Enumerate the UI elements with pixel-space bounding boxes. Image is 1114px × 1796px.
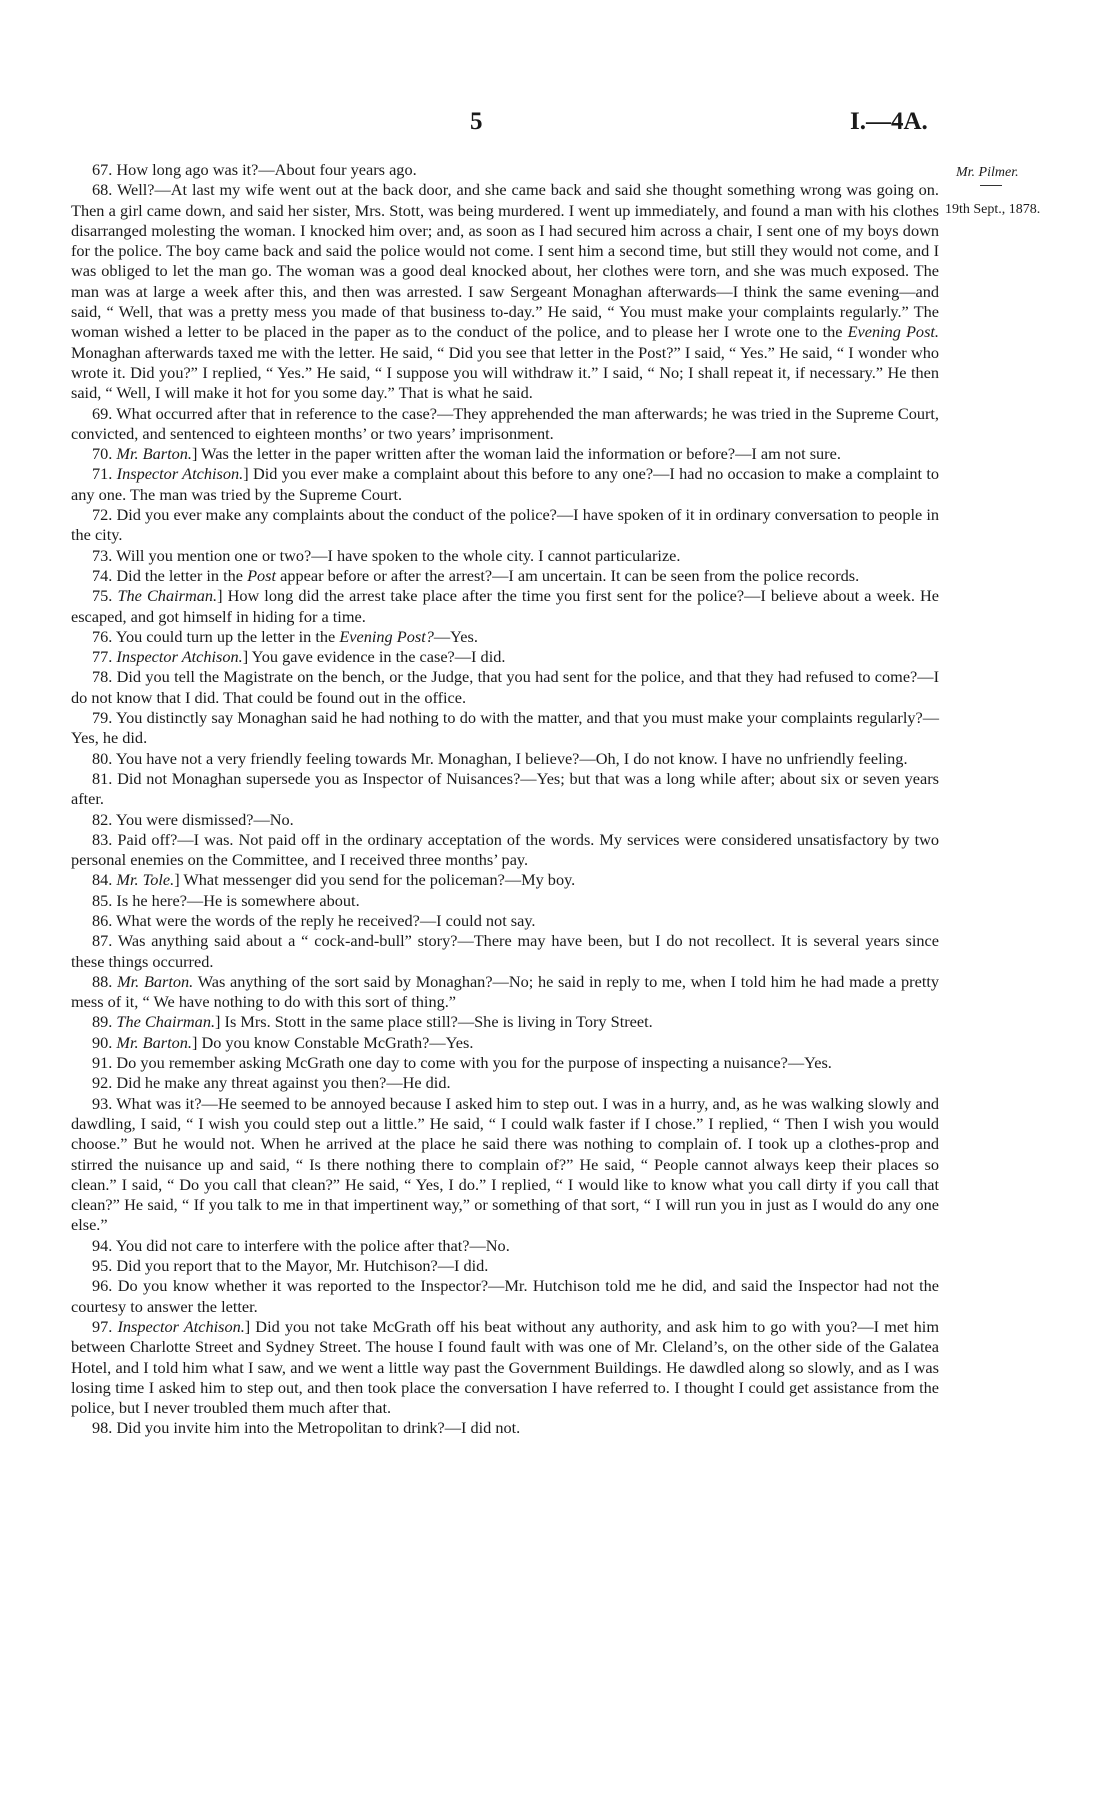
paragraph-text: 88. [92, 971, 118, 991]
paragraph-text-continued: appear before or after the arrest?—I am uncertain. It can be seen from the police records. [276, 565, 860, 585]
paragraph-text-continued: ] Did you ever make a complaint about this before to any one?—I had no occasion to make a complaint to any one. The man was tried by the Supreme Court. [71, 464, 939, 504]
margin-divider [980, 185, 1002, 186]
paragraph-text: 91. Do you remember asking McGrath one day to come with you for the purpose of inspecting a nuisance?—Yes. [92, 1053, 832, 1073]
testimony-paragraph [71, 830, 939, 871]
paragraph-text: 97. [92, 1316, 118, 1336]
paragraph-text: 72. Did you ever make any complaints about the conduct of the police?—I have spoken of it in ordinary conversation to people in the city. [71, 505, 939, 545]
testimony-paragraph [71, 1276, 939, 1317]
testimony-paragraph [71, 566, 939, 586]
testimony-paragraph [71, 1236, 939, 1256]
margin-witness-name: Mr. Pilmer. [956, 165, 1019, 180]
testimony-paragraph [71, 769, 939, 810]
testimony-paragraph [71, 444, 939, 464]
paragraph-text: 87. Was anything said about a “ cock-and-bull” story?—There may have been, but I do not recollect. It is several years since these things occurred. [71, 931, 939, 971]
paragraph-text: 70. [92, 444, 117, 464]
paragraph-text: 98. Did you invite him into the Metropolitan to drink?—I did not. [92, 1418, 521, 1438]
italic-name: Mr. Tole. [116, 870, 175, 890]
testimony-paragraph [71, 647, 939, 667]
series-reference: I.—4A. [850, 108, 928, 135]
paragraph-text: 75. [92, 586, 118, 606]
testimony-paragraph [71, 586, 939, 627]
paragraph-text: 94. You did not care to interfere with the police after that?—No. [92, 1235, 510, 1255]
paragraph-text: 93. What was it?—He seemed to be annoyed because I asked him to step out. I was in a hurry, and, as he was walking slowly and dawdling, I said, “ I wish you could step out a little.” He said, “ I could walk faster if I chose.” I replied, “ Then I wish you would choose.” But he would not. When he arrived at the place he said there was nothing to complain of. I took up a clothes-prop and stirred the nuisance up and said, “ Is there nothing there to complain of?” He said, “ People cannot always keep their places so clean.” I said, “ Do you call that clean?” He said, “ Yes, I do.” I replied, “ I would like to know what you call dirty if you call that clean?” He said, “ If you talk to me in that impertinent way,” or something of that sort, “ I will run you in just as I would do any one else.” [71, 1093, 939, 1235]
paragraph-text: 80. You have not a very friendly feeling towards Mr. Monaghan, I believe?—Oh, I do not know. I have no unfriendly feeling. [92, 748, 908, 768]
paragraph-text-continued: ] How long did the arrest take place after the time you first sent for the police?—I believe about a week. He escaped, and got himself in hiding for a time. [71, 586, 940, 626]
italic-name: Inspector Atchison. [117, 1316, 245, 1336]
italic-name: Mr. Barton. [116, 444, 192, 464]
paragraph-text: 85. Is he here?—He is somewhere about. [92, 890, 360, 910]
paragraph-text: 73. Will you mention one or two?—I have spoken to the whole city. I cannot particularize. [92, 545, 681, 565]
testimony-paragraph [71, 627, 939, 647]
paragraph-text: 89. [92, 1012, 117, 1032]
paragraph-text: 90. [92, 1032, 117, 1052]
paragraph-text-continued: Was anything of the sort said by Monaghan?—No; he said in reply to me, when I told him he had made a pretty mess of it, “ We have nothing to do with this sort of thing.” [71, 971, 940, 1012]
paragraph-text: 74. Did the letter in the [92, 565, 248, 585]
paragraph-text-continued: ] Did you not take McGrath off his beat without any authority, and ask him to go with you?—I met him between Charlotte Street and Sydney Street. The house I found fault with was one of Mr. Cleland’s, on the other side of the Galatea Hotel, and I told him what I saw, and we went a little way past the Government Buildings. He dawdled along so slowly, and as I was losing time I asked him to step out, and then took place the conversation I have referred to. I thought I could get assistance from the police, but I never troubled them much after that. [71, 1316, 939, 1418]
italic-name: Post [247, 565, 277, 585]
paragraph-text-continued: ] What messenger did you send for the policeman?—My boy. [174, 870, 576, 890]
testimony-paragraph [71, 1053, 939, 1073]
paragraph-text: 81. Did not Monaghan supersede you as Inspector of Nuisances?—Yes; but that was a long while after; about six or seven years after. [71, 768, 939, 809]
testimony-paragraph [71, 810, 939, 830]
testimony-paragraph [71, 1012, 939, 1032]
paragraph-text: 71. [92, 464, 117, 484]
testimony-paragraph [71, 1256, 939, 1276]
paragraph-text-continued: ] You gave evidence in the case?—I did. [242, 647, 506, 667]
testimony-paragraph [71, 160, 939, 180]
testimony-paragraph [71, 911, 939, 931]
paragraph-text: 79. You distinctly say Monaghan said he had nothing to do with the matter, and that you must make your complaints regularly?—Yes, he did. [71, 708, 939, 748]
paragraph-text: 86. What were the words of the reply he received?—I could not say. [92, 910, 536, 930]
margin-date: 19th Sept., 1878. [945, 202, 1041, 217]
testimony-paragraph [71, 464, 939, 505]
paragraph-text: 96. Do you know whether it was reported to the Inspector?—Mr. Hutchison told me he did, and said the Inspector had not the courtesy to answer the letter. [71, 1276, 939, 1316]
italic-name: Mr. Barton. [117, 971, 194, 991]
testimony-paragraph [71, 1033, 939, 1053]
testimony-paragraph [71, 667, 939, 708]
testimony-paragraph [71, 546, 939, 566]
testimony-paragraph [71, 1073, 939, 1093]
testimony-paragraph [71, 972, 939, 1013]
italic-name: The Chairman. [117, 586, 218, 606]
paragraph-text-continued: ] Is Mrs. Stott in the same place still?—She is living in Tory Street. [215, 1012, 653, 1032]
paragraph-text-continued: ] Was the letter in the paper written after the woman laid the information or before?—I am not sure. [191, 444, 841, 464]
testimony-paragraph [71, 505, 939, 546]
testimony-paragraph [71, 891, 939, 911]
testimony-paragraph [71, 870, 939, 890]
italic-name: Mr. Barton. [116, 1032, 192, 1052]
testimony-paragraph [71, 180, 939, 403]
italic-name: Evening Post? [339, 626, 434, 646]
paragraph-text: 77. [92, 647, 117, 667]
document-body [71, 160, 939, 1439]
paragraph-text: 67. How long ago was it?—About four years ago. [92, 160, 417, 179]
paragraph-text: 76. You could turn up the letter in the [92, 626, 340, 646]
paragraph-text: 82. You were dismissed?—No. [92, 809, 294, 829]
paragraph-text: 95. Did you report that to the Mayor, Mr. Hutchison?—I did. [92, 1256, 489, 1276]
italic-name: Inspector Atchison. [116, 464, 244, 484]
italic-name: Evening Post. [847, 322, 939, 342]
testimony-paragraph [71, 708, 939, 749]
page-number: 5 [470, 108, 483, 135]
paragraph-text: 69. What occurred after that in reference to the case?—They apprehended the man afterwards; he was tried in the Supreme Court, convicted, and sentenced to eighteen months’ or two years’ imprisonment. [71, 403, 939, 443]
italic-name: The Chairman. [116, 1012, 216, 1032]
paragraph-text-continued: ] Do you know Constable McGrath?—Yes. [191, 1032, 474, 1052]
page-header [0, 108, 1114, 138]
paragraph-text: 78. Did you tell the Magistrate on the bench, or the Judge, that you had sent for the police, and that they had refused to come?—I do not know that I did. That could be found out in the office. [71, 667, 939, 707]
testimony-paragraph [71, 1418, 939, 1438]
testimony-paragraph [71, 1317, 939, 1418]
italic-name: Inspector Atchison. [116, 647, 243, 667]
paragraph-text: 92. Did he make any threat against you then?—He did. [92, 1073, 451, 1093]
paragraph-text-continued: —Yes. [433, 626, 478, 646]
testimony-paragraph [71, 1094, 939, 1236]
paragraph-text: 83. Paid off?—I was. Not paid off in the ordinary acceptation of the words. My services were considered unsatisfactory by two personal enemies on the Committee, and I received three months’ pay. [71, 829, 939, 870]
paragraph-text: 68. Well?—At last my wife went out at the back door, and she came back and said she thought something wrong was going on. Then a girl came down, and said her sister, Mrs. Stott, was being murdered. I went up immediately, and found a man with his clothes disarranged molesting the woman. I knocked him over; and, as soon as I had secured him across a chair, I sent one of my boys down for the police. The boy came back and said the police would not come. I sent him a second time, but still they would not come, and I was obliged to let the man go. The woman was a good deal knocked about, her clothes were torn, and she was much exposed. The man was at large a week after this, and then was arrested. I saw Sergeant Monaghan afterwards—I think the same evening—and said, “ Well, that was a pretty mess you made of that business to-day.” He said, “ You must make your complaints regularly.” The woman wished a letter to be placed in the paper as to the conduct of the police, and to please her I wrote one to the [71, 180, 939, 342]
testimony-paragraph [71, 404, 939, 445]
testimony-paragraph [71, 749, 939, 769]
paragraph-text-continued: Monaghan afterwards taxed me with the letter. He said, “ Did you see that letter in the Post?” I said, “ Yes.” He said, “ I wonder who wrote it. Did you?” I replied, “ Yes.” He said, “ I suppose you will withdraw it.” I said, “ No; I shall repeat it, if necessary.” He then said, “ Well, I will make it hot for you some day.” That is what he said. [71, 342, 939, 403]
paragraph-text: 84. [92, 870, 117, 890]
testimony-paragraph [71, 931, 939, 972]
